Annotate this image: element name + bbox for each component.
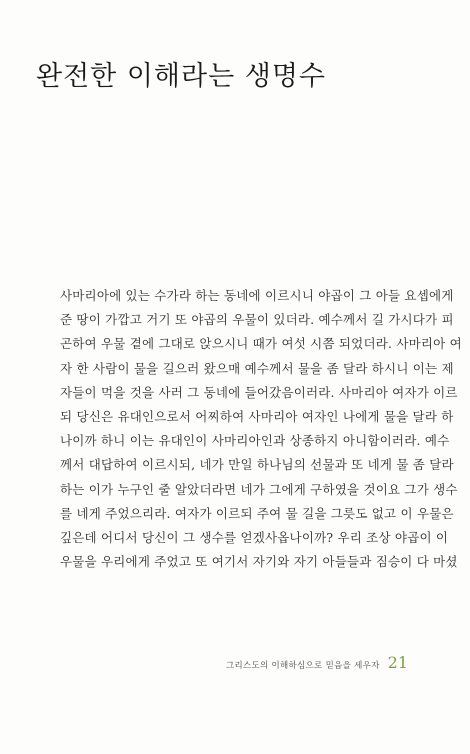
text-line: 하는 이가 누구인 줄 알았더라면 네가 그에게 구하였을 것이요 그가 생수	[60, 481, 458, 497]
text-line: 준 땅이 가깝고 거기 또 야곱의 우물이 있더라. 예수께서 길 가시다가 피	[60, 312, 454, 328]
page-title: 완전한 이해라는 생명수	[36, 61, 326, 92]
page-number: 21	[387, 653, 408, 672]
text-line: 자들이 먹을 것을 사러 그 동네에 들어갔음이러라. 사마리아 여자가 이르	[60, 384, 458, 400]
text-line: 곤하여 우물 곁에 그대로 앉으시니 때가 여섯 시쯤 되었더라. 사마리아 여	[60, 336, 462, 352]
text-line: 나이까 하니 이는 유대인이 사마리아인과 상종하지 아니함이러라. 예수	[60, 433, 450, 449]
body-paragraph	[60, 284, 462, 574]
text-line: 께서 대답하여 이르시되, 네가 만일 하나님의 선물과 또 네게 물 좀 달라	[60, 457, 454, 473]
text-line: 사마리아에 있는 수가라 하는 동네에 이르시니 야곱이 그 아들 요셉에게	[60, 288, 454, 303]
text-line: 깊은데 어디서 당신이 그 생수를 얻겠사옵나이까? 우리 조상 야곱이 이	[60, 529, 449, 545]
text-line: 우물을 우리에게 주었고 또 여기서 자기와 자기 아들들과 짐승이 다 마셨	[60, 554, 458, 570]
page-footer	[226, 653, 408, 672]
text-line: 를 네게 주었으리라. 여자가 이르되 주여 물 길을 그릇도 없고 이 우물은	[60, 505, 454, 521]
text-line: 되 당신은 유대인으로서 어찌하여 사마리아 여자인 나에게 물을 달라 하	[60, 408, 454, 424]
running-title: 그리스도의 이해하심으로 믿음을 세우자	[225, 661, 380, 671]
text-line: 자 한 사람이 물을 길으러 왔으매 예수께서 물을 좀 달라 하시니 이는 제	[60, 360, 454, 376]
